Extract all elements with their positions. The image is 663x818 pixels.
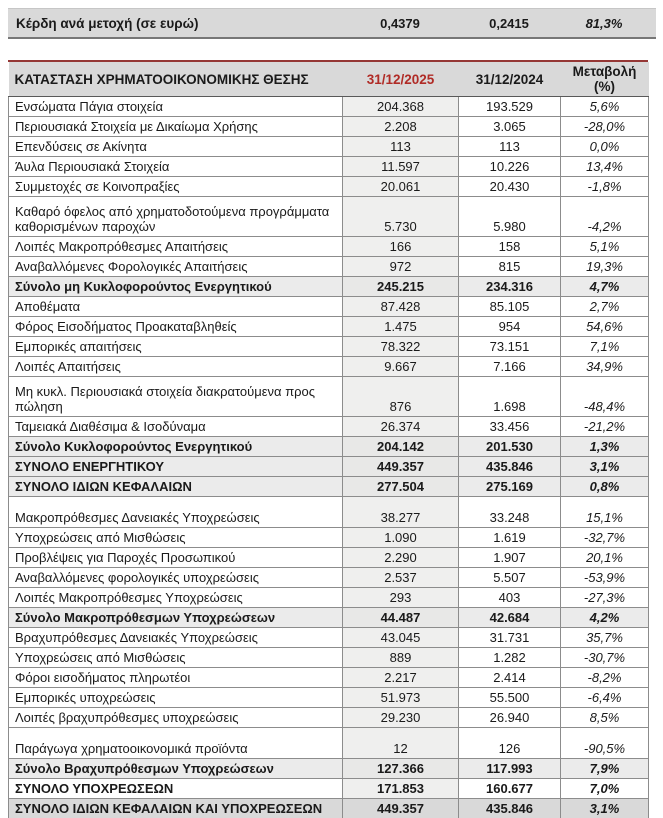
row-label: Ενσώματα Πάγια στοιχεία bbox=[9, 97, 343, 117]
change-percent: 4,2% bbox=[561, 608, 649, 628]
value-2025: 876 bbox=[343, 377, 459, 417]
table-row bbox=[9, 728, 649, 759]
row-label: Λοιπές βραχυπρόθεσμες υποχρεώσεις bbox=[9, 708, 343, 728]
value-2025: 204.142 bbox=[343, 437, 459, 457]
change-percent: 3,1% bbox=[561, 457, 649, 477]
table-row bbox=[9, 277, 649, 297]
table-row bbox=[9, 117, 649, 137]
value-2025: 113 bbox=[343, 137, 459, 157]
value-2025: 51.973 bbox=[343, 688, 459, 708]
value-2025: 1.090 bbox=[343, 528, 459, 548]
value-2024: 435.846 bbox=[459, 799, 561, 818]
change-percent: -30,7% bbox=[561, 648, 649, 668]
value-2024: 1.619 bbox=[459, 528, 561, 548]
value-2024: 7.166 bbox=[459, 357, 561, 377]
change-percent: 8,5% bbox=[561, 708, 649, 728]
row-label: Εμπορικές απαιτήσεις bbox=[9, 337, 343, 357]
table-row bbox=[9, 708, 649, 728]
value-2025: 127.366 bbox=[343, 759, 459, 779]
change-percent: 0,8% bbox=[561, 477, 649, 497]
value-2024: 33.248 bbox=[459, 497, 561, 528]
table-row bbox=[9, 628, 649, 648]
change-percent: -27,3% bbox=[561, 588, 649, 608]
table-row bbox=[9, 197, 649, 237]
change-percent: 2,7% bbox=[561, 297, 649, 317]
table-row bbox=[9, 688, 649, 708]
change-percent: -32,7% bbox=[561, 528, 649, 548]
row-label: Παράγωγα χρηματοοικονομικά προϊόντα bbox=[9, 728, 343, 759]
value-2025: 2.208 bbox=[343, 117, 459, 137]
eps-band bbox=[8, 8, 656, 39]
table-row bbox=[9, 799, 649, 818]
change-percent: -48,4% bbox=[561, 377, 649, 417]
value-2025: 20.061 bbox=[343, 177, 459, 197]
row-label: Περιουσιακά Στοιχεία με Δικαίωμα Χρήσης bbox=[9, 117, 343, 137]
value-2025: 245.215 bbox=[343, 277, 459, 297]
value-2024: 1.698 bbox=[459, 377, 561, 417]
table-row bbox=[9, 779, 649, 799]
table-row bbox=[9, 357, 649, 377]
value-2024: 158 bbox=[459, 237, 561, 257]
table-row bbox=[9, 759, 649, 779]
row-label: Μη κυκλ. Περιουσιακά στοιχεία διακρατούμενα προς πώληση bbox=[9, 377, 343, 417]
change-percent: -4,2% bbox=[561, 197, 649, 237]
change-percent: -53,9% bbox=[561, 568, 649, 588]
value-2024: 403 bbox=[459, 588, 561, 608]
change-percent: 34,9% bbox=[561, 357, 649, 377]
value-2024: 33.456 bbox=[459, 417, 561, 437]
value-2024: 160.677 bbox=[459, 779, 561, 799]
financial-position-table bbox=[8, 60, 648, 818]
column-header-2025: 31/12/2025 bbox=[343, 62, 459, 97]
eps-value-2025: 0,4379 bbox=[380, 15, 420, 31]
value-2025: 26.374 bbox=[343, 417, 459, 437]
change-percent: 3,1% bbox=[561, 799, 649, 818]
row-label: Βραχυπρόθεσμες Δανειακές Υποχρεώσεις bbox=[9, 628, 343, 648]
value-2024: 234.316 bbox=[459, 277, 561, 297]
row-label: Αναβαλλόμενες Φορολογικές Απαιτήσεις bbox=[9, 257, 343, 277]
table-row bbox=[9, 648, 649, 668]
table-row bbox=[9, 608, 649, 628]
table-row bbox=[9, 437, 649, 457]
table-row bbox=[9, 548, 649, 568]
value-2025: 2.217 bbox=[343, 668, 459, 688]
value-2025: 449.357 bbox=[343, 457, 459, 477]
value-2024: 26.940 bbox=[459, 708, 561, 728]
change-percent: -90,5% bbox=[561, 728, 649, 759]
value-2024: 55.500 bbox=[459, 688, 561, 708]
row-label: Μακροπρόθεσμες Δανειακές Υποχρεώσεις bbox=[9, 497, 343, 528]
change-percent: 19,3% bbox=[561, 257, 649, 277]
row-label: Σύνολο Κυκλοφορούντος Ενεργητικού bbox=[9, 437, 343, 457]
row-label: Φόρος Εισοδήματος Προακαταβληθείς bbox=[9, 317, 343, 337]
change-percent: -6,4% bbox=[561, 688, 649, 708]
table-row bbox=[9, 177, 649, 197]
row-label: ΣΥΝΟΛΟ ΕΝΕΡΓΗΤΙΚΟΥ bbox=[9, 457, 343, 477]
row-label: Φόροι εισοδήματος πληρωτέοι bbox=[9, 668, 343, 688]
value-2024: 126 bbox=[459, 728, 561, 759]
row-label: Σύνολο Μακροπρόθεσμων Υποχρεώσεων bbox=[9, 608, 343, 628]
eps-label: Κέρδη ανά μετοχή (σε ευρώ) bbox=[16, 15, 199, 31]
change-percent: -28,0% bbox=[561, 117, 649, 137]
row-label: Άυλα Περιουσιακά Στοιχεία bbox=[9, 157, 343, 177]
table-row bbox=[9, 417, 649, 437]
value-2024: 815 bbox=[459, 257, 561, 277]
value-2024: 20.430 bbox=[459, 177, 561, 197]
column-header-2024: 31/12/2024 bbox=[459, 62, 561, 97]
value-2024: 10.226 bbox=[459, 157, 561, 177]
change-percent: 1,3% bbox=[561, 437, 649, 457]
value-2025: 171.853 bbox=[343, 779, 459, 799]
row-label: Καθαρό όφελος από χρηματοδοτούμενα προγράμματα καθορισμένων παροχών bbox=[9, 197, 343, 237]
change-percent: 0,0% bbox=[561, 137, 649, 157]
value-2025: 277.504 bbox=[343, 477, 459, 497]
row-label: Λοιπές Μακροπρόθεσμες Απαιτήσεις bbox=[9, 237, 343, 257]
value-2025: 43.045 bbox=[343, 628, 459, 648]
value-2024: 3.065 bbox=[459, 117, 561, 137]
value-2025: 166 bbox=[343, 237, 459, 257]
value-2025: 12 bbox=[343, 728, 459, 759]
table-row bbox=[9, 237, 649, 257]
value-2025: 204.368 bbox=[343, 97, 459, 117]
table-row bbox=[9, 668, 649, 688]
row-label: Σύνολο Βραχυπρόθεσμων Υποχρεώσεων bbox=[9, 759, 343, 779]
table-row bbox=[9, 157, 649, 177]
value-2024: 5.507 bbox=[459, 568, 561, 588]
value-2024: 435.846 bbox=[459, 457, 561, 477]
row-label: Συμμετοχές σε Κοινοπραξίες bbox=[9, 177, 343, 197]
table-row bbox=[9, 588, 649, 608]
value-2025: 889 bbox=[343, 648, 459, 668]
value-2025: 1.475 bbox=[343, 317, 459, 337]
row-label: Επενδύσεις σε Ακίνητα bbox=[9, 137, 343, 157]
value-2025: 2.537 bbox=[343, 568, 459, 588]
value-2024: 5.980 bbox=[459, 197, 561, 237]
row-label: Αναβαλλόμενες φορολογικές υποχρεώσεις bbox=[9, 568, 343, 588]
change-percent: 15,1% bbox=[561, 497, 649, 528]
value-2024: 2.414 bbox=[459, 668, 561, 688]
value-2025: 972 bbox=[343, 257, 459, 277]
value-2025: 9.667 bbox=[343, 357, 459, 377]
value-2024: 117.993 bbox=[459, 759, 561, 779]
value-2024: 275.169 bbox=[459, 477, 561, 497]
change-percent: 7,0% bbox=[561, 779, 649, 799]
change-percent: 5,1% bbox=[561, 237, 649, 257]
eps-change-percent: 81,3% bbox=[585, 15, 623, 31]
row-label: Προβλέψεις για Παροχές Προσωπικού bbox=[9, 548, 343, 568]
row-label: ΣΥΝΟΛΟ ΥΠΟΧΡΕΩΣΕΩΝ bbox=[9, 779, 343, 799]
value-2025: 29.230 bbox=[343, 708, 459, 728]
value-2024: 1.907 bbox=[459, 548, 561, 568]
table-header-row bbox=[9, 62, 649, 97]
value-2024: 1.282 bbox=[459, 648, 561, 668]
row-label: Υποχρεώσεις από Μισθώσεις bbox=[9, 648, 343, 668]
row-label: Υποχρεώσεις από Μισθώσεις bbox=[9, 528, 343, 548]
table-body bbox=[9, 97, 649, 818]
table-row bbox=[9, 457, 649, 477]
row-label: Λοιπές Απαιτήσεις bbox=[9, 357, 343, 377]
change-percent: -8,2% bbox=[561, 668, 649, 688]
table-row bbox=[9, 497, 649, 528]
table-row bbox=[9, 377, 649, 417]
table-row bbox=[9, 477, 649, 497]
row-label: Εμπορικές υποχρεώσεις bbox=[9, 688, 343, 708]
row-label: Σύνολο μη Κυκλοφορούντος Ενεργητικού bbox=[9, 277, 343, 297]
change-percent: 5,6% bbox=[561, 97, 649, 117]
column-header-change: Μεταβολή (%) bbox=[561, 62, 649, 97]
change-percent: 13,4% bbox=[561, 157, 649, 177]
value-2024: 193.529 bbox=[459, 97, 561, 117]
table-row bbox=[9, 137, 649, 157]
value-2025: 449.357 bbox=[343, 799, 459, 818]
change-percent: 7,1% bbox=[561, 337, 649, 357]
change-percent: -21,2% bbox=[561, 417, 649, 437]
value-2024: 31.731 bbox=[459, 628, 561, 648]
value-2025: 44.487 bbox=[343, 608, 459, 628]
table-row bbox=[9, 257, 649, 277]
value-2025: 5.730 bbox=[343, 197, 459, 237]
value-2024: 85.105 bbox=[459, 297, 561, 317]
change-percent: 20,1% bbox=[561, 548, 649, 568]
value-2025: 293 bbox=[343, 588, 459, 608]
row-label: ΣΥΝΟΛΟ ΙΔΙΩΝ ΚΕΦΑΛΑΙΩΝ bbox=[9, 477, 343, 497]
change-percent: 7,9% bbox=[561, 759, 649, 779]
eps-value-2024: 0,2415 bbox=[489, 15, 529, 31]
value-2024: 954 bbox=[459, 317, 561, 337]
change-percent: 54,6% bbox=[561, 317, 649, 337]
value-2025: 38.277 bbox=[343, 497, 459, 528]
value-2025: 78.322 bbox=[343, 337, 459, 357]
change-percent: 35,7% bbox=[561, 628, 649, 648]
row-label: Αποθέματα bbox=[9, 297, 343, 317]
value-2024: 201.530 bbox=[459, 437, 561, 457]
value-2025: 11.597 bbox=[343, 157, 459, 177]
value-2025: 2.290 bbox=[343, 548, 459, 568]
table-row bbox=[9, 317, 649, 337]
value-2024: 42.684 bbox=[459, 608, 561, 628]
row-label: Λοιπές Μακροπρόθεσμες Υποχρεώσεις bbox=[9, 588, 343, 608]
change-percent: -1,8% bbox=[561, 177, 649, 197]
value-2025: 87.428 bbox=[343, 297, 459, 317]
table-row bbox=[9, 297, 649, 317]
table-row bbox=[9, 568, 649, 588]
table-row bbox=[9, 337, 649, 357]
table-row bbox=[9, 528, 649, 548]
value-2024: 73.151 bbox=[459, 337, 561, 357]
row-label: ΣΥΝΟΛΟ ΙΔΙΩΝ ΚΕΦΑΛΑΙΩΝ ΚΑΙ ΥΠΟΧΡΕΩΣΕΩΝ bbox=[9, 799, 343, 818]
table-row bbox=[9, 97, 649, 117]
value-2024: 113 bbox=[459, 137, 561, 157]
change-percent: 4,7% bbox=[561, 277, 649, 297]
row-label: Ταμειακά Διαθέσιμα & Ισοδύναμα bbox=[9, 417, 343, 437]
table-title: ΚΑΤΑΣΤΑΣΗ ΧΡΗΜΑΤΟΟΙΚΟΝΟΜΙΚΗΣ ΘΕΣΗΣ bbox=[9, 62, 343, 97]
